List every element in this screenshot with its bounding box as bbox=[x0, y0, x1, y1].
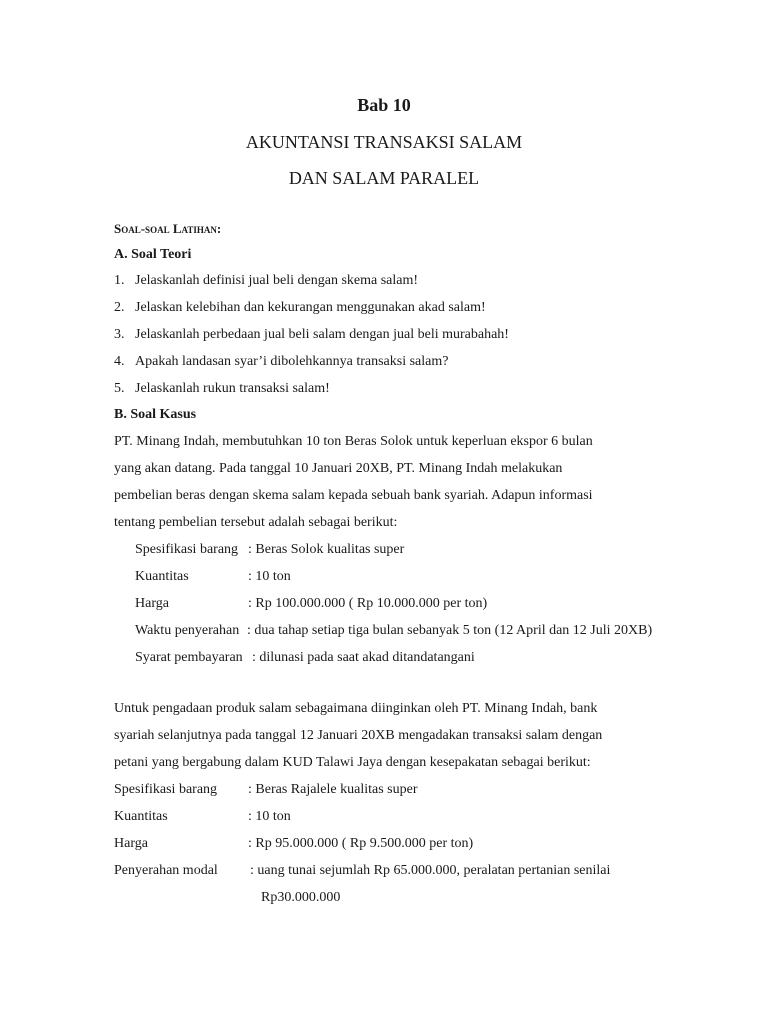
spec-label: Syarat pembayaran bbox=[135, 650, 243, 665]
paragraph-line: PT. Minang Indah, membutuhkan 10 ton Beras Solok untuk keperluan ekspor 6 bulan bbox=[114, 434, 593, 449]
spec-value: : Rp 95.000.000 ( Rp 9.500.000 per ton) bbox=[248, 836, 474, 851]
paragraph-line: Untuk pengadaan produk salam sebagaimana diinginkan oleh PT. Minang Indah, bank bbox=[114, 701, 598, 716]
spec-value: : Beras Solok kualitas super bbox=[248, 542, 405, 557]
spec-value: : dilunasi pada saat akad ditandatangani bbox=[252, 650, 475, 665]
teori-heading: A. Soal Teori bbox=[114, 247, 192, 262]
list-item-text: Jelaskan kelebihan dan kekurangan menggunakan akad salam! bbox=[135, 300, 486, 315]
spec-label: Waktu penyerahan bbox=[135, 623, 240, 638]
spec-label: Harga bbox=[135, 596, 169, 611]
list-item-number: 1. bbox=[114, 273, 125, 288]
list-item-text: Apakah landasan syar’i dibolehkannya transaksi salam? bbox=[135, 354, 449, 369]
spec-value: : Rp 100.000.000 ( Rp 10.000.000 per ton) bbox=[248, 596, 488, 611]
spec-label: Kuantitas bbox=[114, 809, 168, 824]
spec-value: : 10 ton bbox=[248, 809, 291, 824]
list-item-number: 3. bbox=[114, 327, 125, 342]
spec-value: : Beras Rajalele kualitas super bbox=[248, 782, 418, 797]
spec-value-continuation: Rp30.000.000 bbox=[261, 890, 341, 905]
paragraph-line: pembelian beras dengan skema salam kepada sebuah bank syariah. Adapun informasi bbox=[114, 488, 593, 503]
spec-label: Penyerahan modal bbox=[114, 863, 218, 878]
paragraph-line: petani yang bergabung dalam KUD Talawi Jaya dengan kesepakatan sebagai berikut: bbox=[114, 755, 591, 770]
list-item-number: 5. bbox=[114, 381, 125, 396]
section-heading: Soal-soal Latihan: bbox=[114, 221, 222, 236]
page-title-line-2: DAN SALAM PARALEL bbox=[288, 168, 480, 188]
list-item-number: 2. bbox=[114, 300, 125, 315]
paragraph-line: tentang pembelian tersebut adalah sebagai berikut: bbox=[114, 515, 398, 530]
spec-label: Spesifikasi barang bbox=[114, 782, 218, 797]
spec-label: Kuantitas bbox=[135, 569, 189, 584]
list-item-text: Jelaskanlah definisi jual beli dengan skema salam! bbox=[135, 273, 419, 288]
chapter-number: Bab 10 bbox=[357, 95, 411, 115]
paragraph-line: yang akan datang. Pada tanggal 10 Januari 20XB, PT. Minang Indah melakukan bbox=[114, 461, 563, 476]
list-item-text: Jelaskanlah perbedaan jual beli salam dengan jual beli murabahah! bbox=[135, 327, 509, 342]
spec-value: : 10 ton bbox=[248, 569, 291, 584]
kasus-heading: B. Soal Kasus bbox=[114, 407, 197, 422]
spec-label: Harga bbox=[114, 836, 148, 851]
paragraph-line: syariah selanjutnya pada tanggal 12 Januari 20XB mengadakan transaksi salam dengan bbox=[114, 728, 603, 743]
page-title-line-1: AKUNTANSI TRANSAKSI SALAM bbox=[245, 132, 523, 152]
spec-value: : uang tunai sejumlah Rp 65.000.000, peralatan pertanian senilai bbox=[250, 863, 611, 878]
list-item-number: 4. bbox=[114, 354, 125, 369]
spec-label: Spesifikasi barang bbox=[135, 542, 239, 557]
spec-value: : dua tahap setiap tiga bulan sebanyak 5 ton (12 April dan 12 Juli 20XB) bbox=[247, 623, 653, 638]
list-item-text: Jelaskanlah rukun transaksi salam! bbox=[135, 381, 330, 396]
